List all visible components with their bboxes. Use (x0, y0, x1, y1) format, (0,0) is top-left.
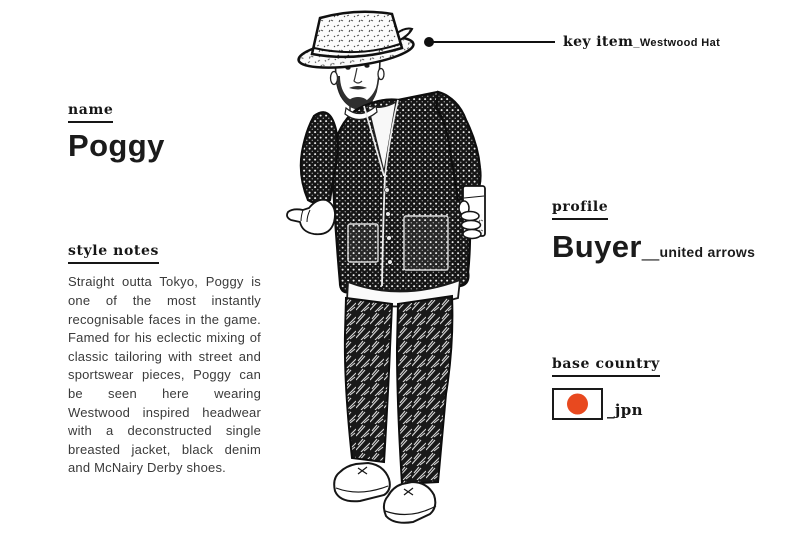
japan-flag-icon (552, 388, 603, 420)
profile-section (552, 198, 755, 265)
name-section (68, 101, 165, 163)
denim (345, 296, 453, 484)
poggy-illustration (286, 4, 508, 526)
japan-flag-disc (556, 392, 599, 416)
name-label: name (68, 103, 113, 123)
country-code: _jpn (607, 401, 643, 420)
base-country-section (552, 355, 660, 420)
base-country-label: base country (552, 357, 660, 377)
style-notes-section (68, 242, 261, 478)
base-country-row (552, 388, 660, 420)
key-item-label: key item (563, 34, 634, 50)
profile-value: Buyer_ (552, 229, 660, 265)
westwood-hat-icon (297, 12, 416, 74)
style-notes-label: style notes (68, 244, 159, 264)
name-value: Poggy (68, 128, 165, 164)
profile-value-row (552, 229, 755, 265)
style-notes-paragraph: Straight outta Tokyo, Poggy is one of the most instantly recognisable faces in the game. Famed for his eclectic mixing of classic tailoring with street and sportswear pieces, Poggy can be seen here wearing Westwood inspired headwear with a deconstructed single breasted jacket, black denim and McNairy Derby shoes. (68, 274, 261, 476)
profile-suffix: united arrows (659, 244, 756, 261)
profile-label: profile (552, 200, 608, 220)
key-item-annotation (563, 33, 720, 51)
key-item-value: _Westwood Hat (633, 37, 721, 49)
left-hand (287, 200, 335, 235)
